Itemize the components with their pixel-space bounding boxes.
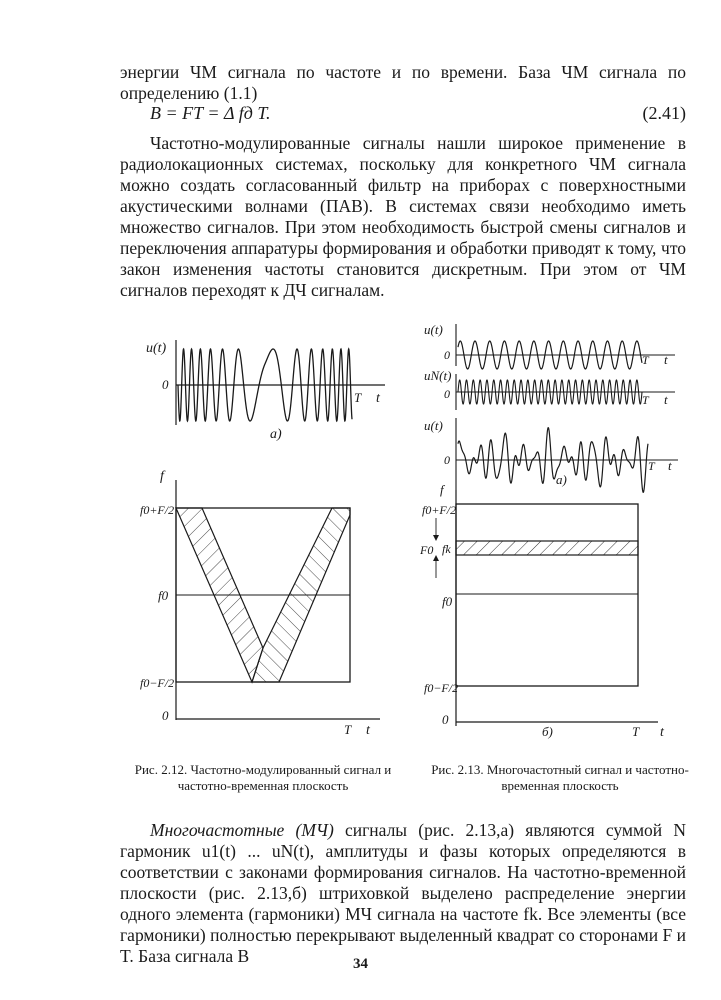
fig13-un-zero: 0 <box>444 387 450 401</box>
fig12-top-zero: 0 <box>162 377 169 392</box>
paragraph-1-text: Частотно-модулированные сигналы нашли широкое применение в радиолокационных системах, поскольку для конкретного ЧМ сигнала можно создать согласованный фильтр на приборах с поверхностными акустическими волнами (ПАВ). В системах связи необходимо иметь множество сигналов. При этом необходимость быстрой смены сигналов и переключения аппаратуры формирования и обработки приводят к тому, что закон изменения частоты становится дискретным. При этом от ЧМ сигналов переходят к ДЧ сигналам. <box>120 133 686 300</box>
formula-expression: B = FT = Δ fд T. <box>150 103 271 123</box>
fig13-label-f0: f0 <box>442 594 453 609</box>
fig13-label-fminus: f0−F/2 <box>424 681 459 695</box>
fig13-un-wave <box>458 380 642 404</box>
figure-2-13 <box>420 318 690 748</box>
fig12-top-sub: а) <box>270 427 282 442</box>
fig13-fT-square <box>456 504 638 686</box>
fig13-bottom-sub: б) <box>542 724 553 739</box>
figure-2-12 <box>140 330 400 750</box>
fig12-top-T: T <box>354 390 362 405</box>
figure-2-13-caption: Рис. 2.13. Многочастотный сигнал и частотно-временная плоскость <box>431 762 689 793</box>
fig13-un-t: t <box>664 392 668 407</box>
fig13-u-zero: 0 <box>444 348 450 362</box>
intro-text <box>120 62 686 104</box>
fig12-label-fminus: f0−F/2 <box>140 676 175 690</box>
fig12-label-f0: f0 <box>158 588 169 603</box>
fig13-label-fplus: f0+F/2 <box>422 503 457 517</box>
fig13-f-label: f <box>440 482 444 497</box>
fig13-top-sub: а) <box>556 472 567 487</box>
fig12-bottom-zero: 0 <box>162 708 169 723</box>
fig13-u-T: T <box>642 353 649 367</box>
fig13-u-label: u(t) <box>424 322 443 337</box>
formula-2-41 <box>150 103 686 124</box>
fig13-bottom-zero: 0 <box>442 712 449 727</box>
fig13-sum-t: t <box>668 458 672 473</box>
paragraph-2-term: Многочастотные (МЧ) <box>150 820 334 840</box>
fig13-un-T: T <box>642 393 649 407</box>
formula-number: (2.41) <box>642 103 686 123</box>
fig13-bottom-T: T <box>632 724 640 739</box>
fig12-top-ylabel: u(t) <box>146 341 167 356</box>
fig13-u-t: t <box>664 352 668 367</box>
paragraph-2-body: сигналы (рис. 2.13,а) являются суммой N гармоник u1(t) ... uN(t), амплитуды и фазы которых определяются в соответствии с законами формирования сигналов. На частотно-временной плоскости (рис. 2.13,б) штриховкой выделено распределение энергии одного элемента (гармоники) МЧ сигнала на частоте fk. Все элементы (все гармоники) полностью перекрывают выделенный квадрат со сторонами F и T. База сигнала B <box>120 820 686 966</box>
fig12-bottom-t: t <box>366 723 370 738</box>
fig13-un-label: uN(t) <box>424 368 452 383</box>
paragraph-2-text <box>120 820 686 967</box>
fig13-sum-label: u(t) <box>424 418 443 433</box>
fig13-harmonic-band <box>456 541 638 555</box>
fig13-F0-arrowhead-top <box>433 535 439 541</box>
fig12-bottom-ylabel: f <box>160 469 164 484</box>
fig12-bottom-T: T <box>344 722 352 737</box>
fig13-label-fk: fk <box>442 542 451 556</box>
paragraph-2 <box>120 820 686 967</box>
figure-2-12-caption: Рис. 2.12. Частотно-модулированный сигнал и частотно-временная плоскость <box>134 762 392 793</box>
paragraph-1 <box>120 133 686 301</box>
fig13-F0-arrowhead-bottom <box>433 555 439 561</box>
fig13-sum-zero: 0 <box>444 453 450 467</box>
fig13-bottom-t: t <box>660 725 664 740</box>
fig13-sum-T: T <box>648 459 655 473</box>
fig13-label-F0: F0 <box>420 543 434 557</box>
fig12-label-fplus: f0+F/2 <box>140 503 175 517</box>
intro-paragraph: энергии ЧМ сигнала по частоте и по времени. База ЧМ сигнала по определению (1.1) <box>120 62 686 103</box>
fig12-top-t: t <box>376 391 380 406</box>
page-number: 34 <box>353 956 368 972</box>
